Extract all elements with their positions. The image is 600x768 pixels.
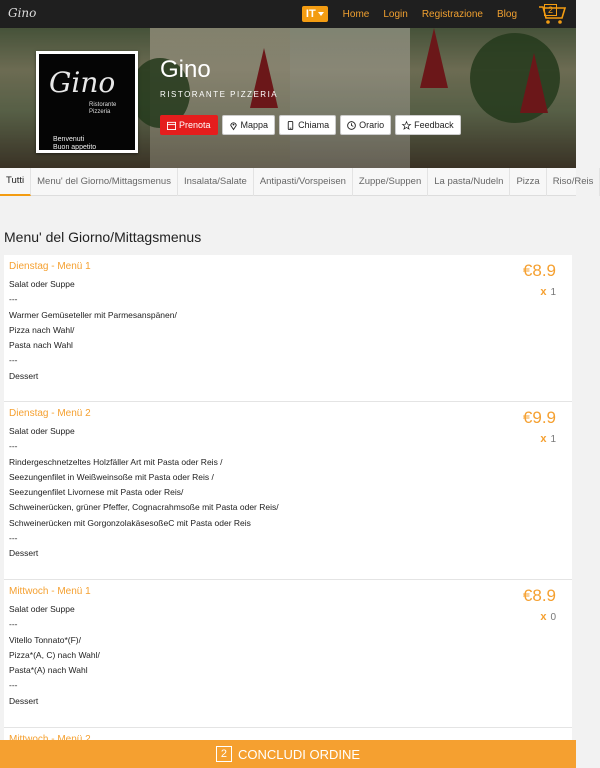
cart-count-badge: 2 [544,4,557,16]
calendar-icon [167,121,176,130]
description-line: --- [9,533,18,544]
prenota-button[interactable] [160,115,218,135]
prenota-label: Prenota [179,120,211,130]
menu-item-name: Dienstag - Menü 2 [9,408,91,419]
nav-home[interactable]: Home [342,8,370,20]
nav-registrazione[interactable]: Registrazione [421,8,483,20]
description-line: Pasta nach Wahl [9,340,73,351]
description-line: Seezungenfilet in Weißweinsoße mit Pasta oder Reis / [9,471,214,482]
tab-zuppe[interactable]: Zuppe/Suppen [353,168,428,196]
mappa-button[interactable] [222,115,276,135]
nav-blog[interactable]: Blog [496,8,517,20]
menu-content [0,196,576,740]
clock-icon [347,121,356,130]
description-line: Dessert [9,695,39,706]
menu-item-name: Mittwoch - Menü 1 [9,586,91,597]
logo-sub1: Ristorante [89,102,117,108]
description-line: Pizza*(A, C) nach Wahl/ [9,649,100,660]
description-line: Salat oder Suppe [9,426,75,436]
cart-button[interactable] [538,3,568,25]
description-line: Dessert [9,370,39,381]
menu-item-description [9,602,100,709]
description-line: --- [9,294,18,305]
menu-item-description [9,424,279,562]
tab-pizza[interactable]: Pizza [510,168,546,196]
description-line: Dessert [9,548,39,559]
checkout-button[interactable] [0,740,576,768]
checkout-label: CONCLUDI ORDINE [238,746,361,762]
restaurant-title: Gino [160,56,211,83]
phone-icon [286,121,295,130]
description-line: Schweinerücken, grüner Pfeffer, Cognacrahmsoße mit Pasta oder Reis/ [9,502,279,513]
menu-item-name: Dienstag - Menü 1 [9,261,91,272]
tab-insalata[interactable]: Insalata/Salate [178,168,254,196]
feedback-label: Feedback [414,120,454,130]
description-line: Seezungenfilet Livornese mit Pasta oder Reis/ [9,487,184,498]
description-line: --- [9,680,18,691]
menu-item-price: €8.9 [522,261,556,280]
site-logo[interactable]: Gino [8,6,37,20]
description-line: --- [9,355,18,366]
hero-actions [160,115,461,135]
language-selector[interactable] [302,6,328,22]
description-line: Rindergeschnetzeltes Holzfäller Art mit Pasta oder Reis / [9,456,223,467]
tab-riso[interactable]: Riso/Reis [547,168,600,196]
top-nav [302,0,576,28]
menu-item-price: €8.9 [522,586,556,605]
feedback-button[interactable] [395,115,461,135]
description-line: Salat oder Suppe [9,604,75,614]
nav-login[interactable]: Login [383,8,408,20]
description-line: Schweinerücken mit GorgonzolakäsesoßeC mit Pasta oder Reis [9,517,251,528]
logo-welcome-line2: Buon appetito [53,144,97,151]
logo-script: Gino [49,66,116,99]
qty-prefix: x [540,611,547,623]
hero-banner [0,28,576,168]
description-line: --- [9,619,18,630]
section-title: Menu' del Giorno/Mittagsmenus [4,229,202,245]
menu-item-price: €9.9 [522,408,556,427]
menu-item-qty[interactable] [540,286,556,298]
description-line: --- [9,441,18,452]
menu-item-qty[interactable] [540,433,556,445]
restaurant-logo [36,51,138,153]
description-line: Pizza nach Wahl/ [9,324,75,335]
top-bar [0,0,576,28]
tab-tutti[interactable]: Tutti [0,168,31,196]
tab-antipasti[interactable]: Antipasti/Vorspeisen [254,168,353,196]
logo-welcome-line1: Benvenuti [53,136,85,143]
mappa-label: Mappa [240,120,269,130]
menu-item-qty[interactable] [540,611,556,623]
qty-value: 1 [550,287,556,298]
logo-sub2: Pizzeria [89,109,111,115]
star-icon [402,121,411,130]
language-label: IT [305,8,316,20]
tab-pasta[interactable]: La pasta/Nudeln [428,168,510,196]
qty-prefix: x [540,286,547,298]
menu-item-card[interactable] [4,255,572,402]
map-pin-icon [229,121,238,130]
description-line: Warmer Gemüseteller mit Parmesanspänen/ [9,309,177,320]
description-line: Salat oder Suppe [9,279,75,289]
category-tabs [0,168,594,196]
orario-button[interactable] [340,115,391,135]
qty-value: 1 [550,434,556,445]
menu-item-card[interactable] [4,402,572,580]
description-line: Vitello Tonnato*(F)/ [9,634,81,645]
chiama-button[interactable] [279,115,336,135]
menu-item-description [9,277,177,384]
orario-label: Orario [359,120,385,130]
description-line: Pasta*(A) nach Wahl [9,665,88,676]
chevron-down-icon [318,12,324,16]
qty-value: 0 [550,612,556,623]
menu-item-card[interactable] [4,580,572,728]
checkout-count-badge: 2 [216,746,232,762]
tab-menu-del-giorno[interactable]: Menu' del Giorno/Mittagsmenus [31,168,178,196]
qty-prefix: x [540,433,547,445]
chiama-label: Chiama [298,120,330,130]
restaurant-subtitle: RISTORANTE PIZZERIA [160,90,279,99]
logo-welcome [53,136,96,152]
